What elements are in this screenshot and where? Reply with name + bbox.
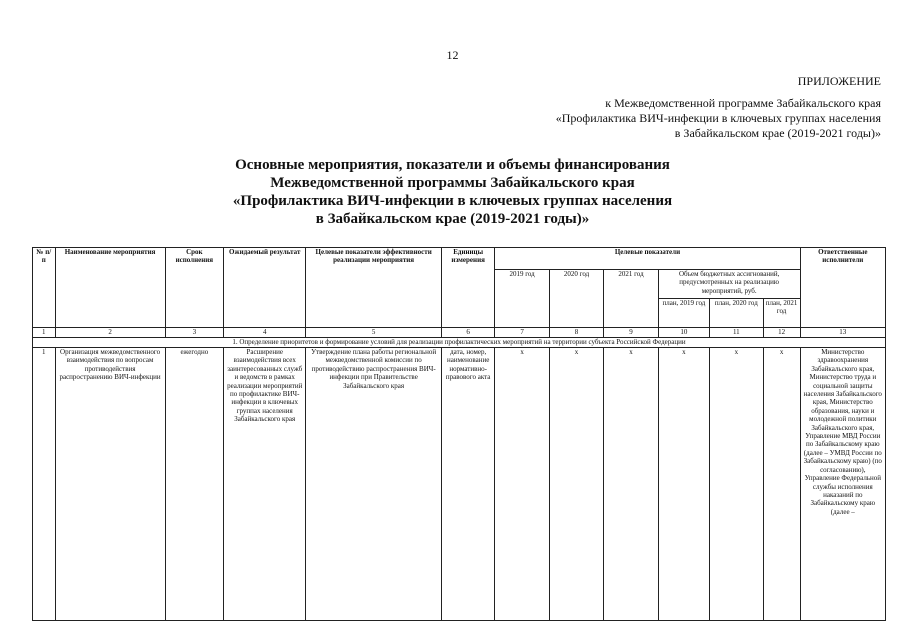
col-number: 4 xyxy=(224,328,306,338)
title-line-3: «Профилактика ВИЧ-инфекции в ключевых группах населения xyxy=(232,193,673,209)
title-line-2: Межведомственной программы Забайкальского края xyxy=(270,175,635,191)
title-line-4: в Забайкальском крае (2019-2021 годы)» xyxy=(315,211,590,227)
row-plan-2021: х xyxy=(763,348,800,621)
row-2020: х xyxy=(549,348,603,621)
row-plan-2019: х xyxy=(658,348,709,621)
appendix-line-2: «Профилактика ВИЧ-инфекции в ключевых группах населения xyxy=(555,111,881,125)
col-number: 11 xyxy=(710,328,763,338)
section-heading: 1. Определение приоритетов и формирование условий для реализации профилактических мероприятий на территории субъекта Российской Федерации xyxy=(33,338,886,348)
col-number: 1 xyxy=(33,328,56,338)
row-2019: х xyxy=(495,348,549,621)
header-plan-2020: план, 2020 год xyxy=(710,299,763,328)
row-term: ежегодно xyxy=(165,348,224,621)
col-number: 2 xyxy=(55,328,165,338)
header-target: Целевые показатели xyxy=(495,248,800,270)
header-executors: Ответственные исполнители xyxy=(800,248,885,328)
header-2021: 2021 год xyxy=(604,270,658,328)
col-number: 12 xyxy=(763,328,800,338)
table-row xyxy=(33,348,886,621)
col-number: 13 xyxy=(800,328,885,338)
header-num: № п/п xyxy=(33,248,56,328)
row-result: Расширение взаимодействия всех заинтересованных служб и ведомств в рамках реализации мероприятий по профилактике ВИЧ-инфекции в ключевых группах населения Забайкальского края xyxy=(224,348,306,621)
measures-table xyxy=(32,247,886,621)
header-result: Ожидаемый результат xyxy=(224,248,306,328)
row-name: Организация межведомственного взаимодействия по вопросам противодействия распространению ВИЧ-инфекции xyxy=(55,348,165,621)
header-plan-2019: план, 2019 год xyxy=(658,299,709,328)
header-name: Наименование мероприятия xyxy=(55,248,165,328)
title-line-1: Основные мероприятия, показатели и объемы финансирования xyxy=(235,157,670,173)
col-number: 7 xyxy=(495,328,549,338)
appendix-line-3: в Забайкальском крае (2019-2021 годы)» xyxy=(674,126,881,140)
page-number: 12 xyxy=(446,48,459,62)
appendix-header: ПРИЛОЖЕНИЕ xyxy=(797,74,881,88)
header-plan-2021: план, 2021 год xyxy=(763,299,800,328)
row-num: 1 xyxy=(33,348,56,621)
col-number: 8 xyxy=(549,328,603,338)
document-title xyxy=(0,156,905,228)
col-number: 5 xyxy=(306,328,442,338)
col-number: 6 xyxy=(441,328,494,338)
header-2020: 2020 год xyxy=(549,270,603,328)
header-2019: 2019 год xyxy=(495,270,549,328)
header-budget: Объем бюджетных ассигнований, предусмотренных на реализацию мероприятий, руб. xyxy=(658,270,800,299)
row-plan-2020: х xyxy=(710,348,763,621)
header-units: Единицы измерения xyxy=(441,248,494,328)
header-indicators: Целевые показатели эффективности реализации мероприятия xyxy=(306,248,442,328)
row-2021: х xyxy=(604,348,658,621)
row-executors: Министерство здравоохранения Забайкальского края, Министерство труда и социальной защиты населения Забайкальского края, Министерство образования, науки и молодежной политики Забайкальского края, Управление МВД России по Забайкальскому краю (далее – УМВД России по Забайкальскому краю) (по согласованию), Управление Федеральной службы исполнения наказаний по Забайкальскому краю (далее – xyxy=(800,348,885,621)
col-number: 9 xyxy=(604,328,658,338)
col-number: 10 xyxy=(658,328,709,338)
col-number: 3 xyxy=(165,328,224,338)
header-term: Срок исполнения xyxy=(165,248,224,328)
appendix-line-1: к Межведомственной программе Забайкальского края xyxy=(605,96,881,110)
row-indicator: Утверждение плана работы региональной межведомственной комиссии по противодействию распространения ВИЧ-инфекции при Правительстве Забайкальского края xyxy=(306,348,442,621)
row-unit: дата, номер, наименование нормативно-правового акта xyxy=(441,348,494,621)
